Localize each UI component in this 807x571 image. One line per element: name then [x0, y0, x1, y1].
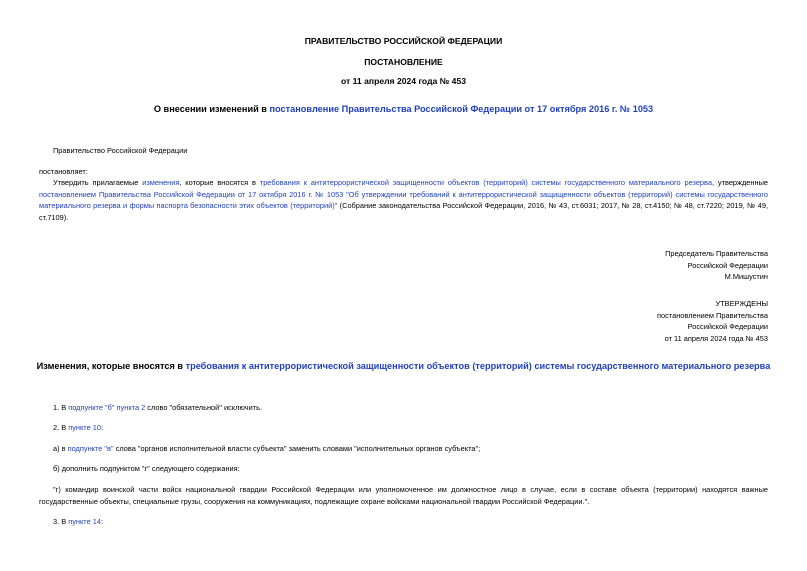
item-1-text-b: слово "обязательной" исключить. — [145, 403, 263, 412]
item-3 — [53, 516, 103, 528]
item-2g: "г) командир воинской части войск национальной гвардии Российской Федерации или уполномоченное им должностное лицо в случае, если в составе объекта (территории) находятся важные государственные объекты, специальные грузы, сооружения на коммуникациях, подлежащие охране войсками национальной гвардии Российской Федерации.". — [39, 485, 768, 506]
approved-date: от 11 апреля 2024 года № 453 — [664, 333, 768, 343]
signature-title: Председатель Правительства — [665, 249, 768, 258]
doc-type-heading: ПОСТАНОВЛЕНИЕ — [364, 57, 443, 67]
amended-resolution-link[interactable]: постановление Правительства Российской Федерации от 17 октября 2016 г. № 1053 — [269, 104, 654, 114]
item-2a — [53, 443, 480, 455]
intro-text-c: , утвержденные — [712, 178, 768, 187]
item-1-text-a: 1. В — [53, 403, 69, 412]
item-2b: б) дополнить подпунктом "г" следующего содержания: — [53, 464, 240, 473]
gov-name: Правительство Российской Федерации — [53, 146, 188, 155]
intro-text-d: (Собрание законодательства Российской Федерации, 2016, № 43, ст.6031; 2017, № 28, ст.4150; № 48, ст.7220; 2019, № 49, ст.7109). — [39, 201, 768, 222]
decides-text: постановляет: — [39, 167, 88, 176]
changes-link[interactable]: изменения — [142, 178, 180, 187]
item-3-text-b: : — [101, 517, 104, 526]
item-2-link[interactable]: пункте 10 — [68, 423, 101, 432]
changes-title — [0, 361, 807, 371]
signature-block — [665, 248, 768, 283]
item-2 — [53, 422, 103, 434]
approved-by: постановлением Правительства — [657, 310, 768, 320]
gov-heading: ПРАВИТЕЛЬСТВО РОССИЙСКОЙ ФЕДЕРАЦИИ — [304, 36, 503, 46]
signature-org: Российской Федерации — [687, 260, 768, 270]
requirements-link[interactable]: требования к антитеррористической защищенности объектов (территорий) системы государственного материального резерва — [259, 178, 712, 187]
resolution-1053-link[interactable]: постановлением Правительства Российской Федерации от 17 октября 2016 г. № 1053 "Об утверждении требований к антитеррористической защищенности объектов (территорий) системы государственного материального резерва и формы паспорта безопасности этих объектов (территорий)" — [39, 189, 768, 210]
document-title-prefix: О внесении изменений в — [153, 104, 270, 114]
changes-requirements-link[interactable]: требования к антитеррористической защищенности объектов (территорий) системы государственного материального резерва — [185, 361, 771, 371]
item-2a-text-a: а) в — [53, 444, 68, 453]
signature-name: М.Мишустин — [724, 272, 768, 281]
item-3-text-a: 3. В — [53, 517, 69, 526]
intro-text-a: Утвердить прилагаемые — [53, 178, 143, 187]
item-3-link[interactable]: пункте 14 — [68, 517, 101, 526]
document-title — [0, 104, 807, 114]
changes-title-prefix: Изменения, которые вносятся в — [36, 361, 186, 371]
item-2a-link[interactable]: подпункте "в" — [67, 444, 114, 453]
item-1 — [53, 402, 262, 414]
approved-org: Российской Федерации — [687, 322, 768, 331]
item-2-text-a: 2. В — [53, 423, 69, 432]
approved-label: УТВЕРЖДЕНЫ — [715, 299, 768, 308]
item-1-link[interactable]: подпункте "б" пункта 2 — [68, 403, 146, 412]
item-2-text-b: : — [101, 423, 104, 432]
approved-block — [657, 298, 768, 344]
item-2a-text-b: слова "органов исполнительной власти субъекта" заменить словами "исполнительных органов субъекта"; — [113, 444, 481, 453]
intro-paragraph — [39, 177, 768, 223]
doc-date-number: от 11 апреля 2024 года № 453 — [341, 76, 466, 86]
intro-text-b: , которые вносятся в — [179, 178, 260, 187]
